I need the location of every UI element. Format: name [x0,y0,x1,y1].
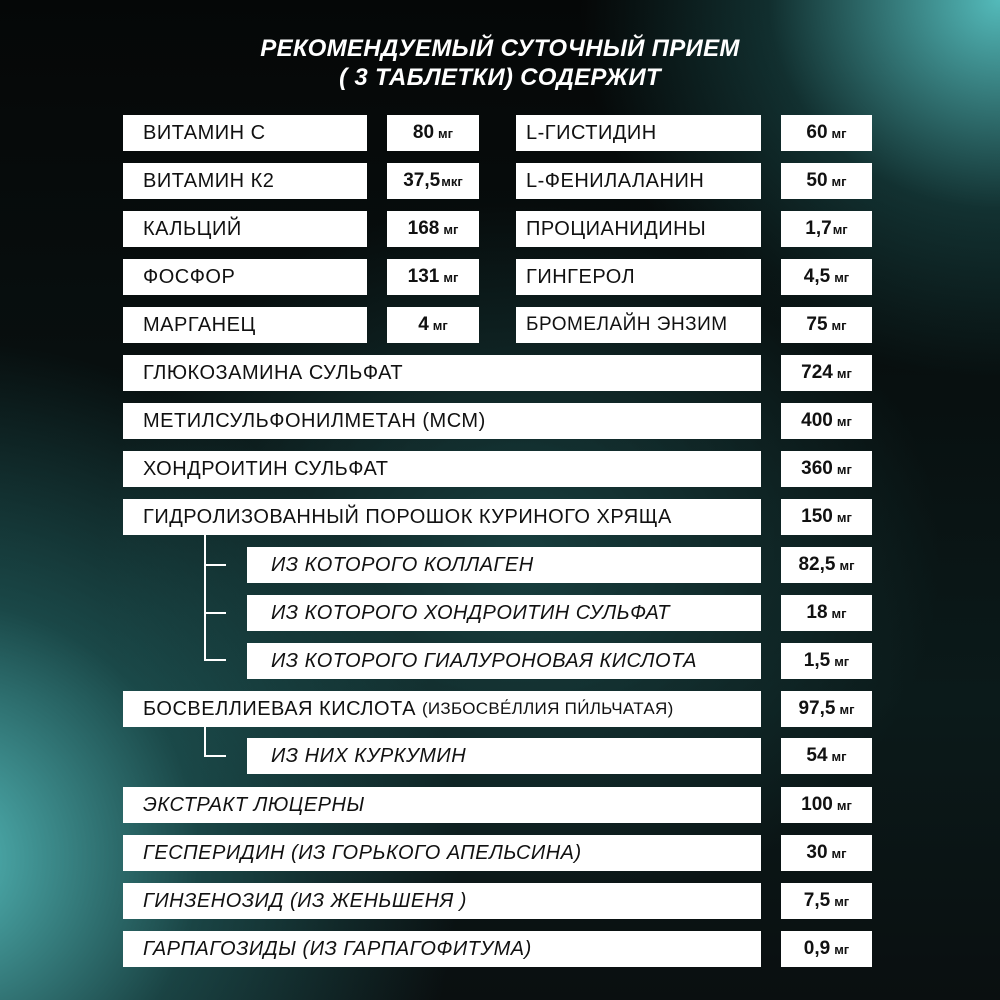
amount-value: 400 [801,410,833,431]
nutrient-label: ГЛЮКОЗАМИНА СУЛЬФАТ [123,355,761,391]
amount-unit: мг [836,797,852,813]
sub-nutrient-label: ИЗ КОТОРОГО КОЛЛАГЕН [247,547,761,583]
nutrient-amount [781,355,872,391]
amount-unit: мг [438,125,454,141]
amount-unit: мг [443,221,459,237]
sub-nutrient-label: ИЗ НИХ КУРКУМИН [247,738,761,774]
nutrient-amount [781,835,872,871]
amount-value: 0,9 [803,938,831,959]
amount-unit: мг [831,317,847,333]
nutrient-amount [387,307,479,343]
nutrient-amount [781,403,872,439]
nutrient-label: БРОМЕЛАЙН ЭНЗИМ [516,307,761,343]
amount-unit: мг [831,748,847,764]
title-line-2: ( 3 ТАБЛЕТКИ) СОДЕРЖИТ [339,64,661,91]
amount-value: 4,5 [803,266,831,287]
amount-unit: мг [832,221,848,237]
nutrient-amount [781,211,872,247]
nutrient-label: ХОНДРОИТИН СУЛЬФАТ [123,451,761,487]
nutrient-label: ЭКСТРАКТ ЛЮЦЕРНЫ [123,787,761,823]
amount-value: 75 [806,314,828,335]
amount-value: 724 [801,362,833,383]
nutrient-amount [387,211,479,247]
nutrient-amount [781,883,872,919]
nutrient-label: МЕТИЛСУЛЬФОНИЛМЕТАН (МСМ) [123,403,761,439]
nutrient-amount [781,115,872,151]
nutrient-label: ГИДРОЛИЗОВАННЫЙ ПОРОШОК КУРИНОГО ХРЯЩА [123,499,761,535]
nutrient-amount [387,259,479,295]
nutrient-amount [387,115,479,151]
nutrient-label: ГИНГЕРОЛ [516,259,761,295]
amount-unit: мг [443,269,459,285]
amount-unit: мг [839,557,855,573]
nutrient-label: ГАРПАГОЗИДЫ (ИЗ ГАРПАГОФИТУМА) [123,931,761,967]
amount-unit: мг [834,269,850,285]
boswellia-source-note: (ИЗБОСВЕ́ЛЛИЯ ПИ́ЛЬЧАТАЯ) [421,699,674,718]
amount-value: 168 [407,218,440,239]
amount-value: 100 [801,794,833,815]
amount-value: 1,7 [805,218,832,239]
sub-nutrient-label: ИЗ КОТОРОГО ГИАЛУРОНОВАЯ КИСЛОТА [247,643,761,679]
amount-value: 30 [806,842,828,863]
amount-value: 60 [806,122,828,143]
amount-value: 150 [801,506,833,527]
amount-unit: мг [432,317,448,333]
nutrient-label: ГЕСПЕРИДИН (ИЗ ГОРЬКОГО АПЕЛЬСИНА) [123,835,761,871]
amount-unit: мг [836,413,852,429]
amount-value: 50 [806,170,828,191]
nutrient-amount [781,643,872,679]
nutrient-amount [781,547,872,583]
nutrient-amount [781,738,872,774]
amount-unit: мг [836,365,852,381]
nutrient-label: КАЛЬЦИЙ [123,211,367,247]
amount-value: 80 [412,122,435,143]
amount-value: 37,5 [403,170,441,191]
amount-value: 131 [407,266,440,287]
tree-connector-line [204,535,206,661]
amount-unit: мг [834,941,850,957]
amount-value: 7,5 [803,890,831,911]
amount-unit: мг [834,653,850,669]
nutrient-label: ВИТАМИН С [123,115,367,151]
amount-value: 1,5 [803,650,831,671]
amount-value: 18 [806,602,828,623]
nutrient-label: ГИНЗЕНОЗИД (ИЗ ЖЕНЬШЕНЯ ) [123,883,761,919]
sub-nutrient-label: ИЗ КОТОРОГО ХОНДРОИТИН СУЛЬФАТ [247,595,761,631]
amount-value: 54 [806,745,828,766]
amount-unit: мг [839,701,855,717]
nutrient-label: L-ГИСТИДИН [516,115,761,151]
nutrient-amount [781,451,872,487]
amount-value: 97,5 [798,698,836,719]
nutrient-amount [781,259,872,295]
nutrient-label: МАРГАНЕЦ [123,307,367,343]
nutrient-amount [387,163,479,199]
nutrient-amount [781,307,872,343]
tree-connector-line [204,727,206,757]
nutrient-label: ВИТАМИН К2 [123,163,367,199]
page-title [0,34,1000,92]
nutrient-amount [781,499,872,535]
nutrient-label [123,691,761,727]
amount-unit: мг [836,461,852,477]
amount-unit: мкг [441,173,463,189]
amount-unit: мг [831,605,847,621]
tree-branch-line [204,755,226,757]
amount-value: 360 [801,458,833,479]
nutrient-amount [781,691,872,727]
amount-unit: мг [831,173,847,189]
tree-branch-line [204,659,226,661]
nutrient-amount [781,163,872,199]
tree-branch-line [204,564,226,566]
tree-branch-line [204,612,226,614]
nutrient-label: ФОСФОР [123,259,367,295]
amount-value: 4 [418,314,429,335]
nutrient-label: ПРОЦИАНИДИНЫ [516,211,761,247]
amount-value: 82,5 [798,554,836,575]
amount-unit: мг [834,893,850,909]
nutrient-amount [781,931,872,967]
nutrient-label: L-ФЕНИЛАЛАНИН [516,163,761,199]
boswellia-label: БОСВЕЛЛИЕВАЯ КИСЛОТА [143,697,416,720]
amount-unit: мг [836,509,852,525]
nutrient-amount [781,595,872,631]
amount-unit: мг [831,125,847,141]
title-line-1: РЕКОМЕНДУЕМЫЙ СУТОЧНЫЙ ПРИЕМ [260,35,740,62]
amount-unit: мг [831,845,847,861]
nutrient-amount [781,787,872,823]
